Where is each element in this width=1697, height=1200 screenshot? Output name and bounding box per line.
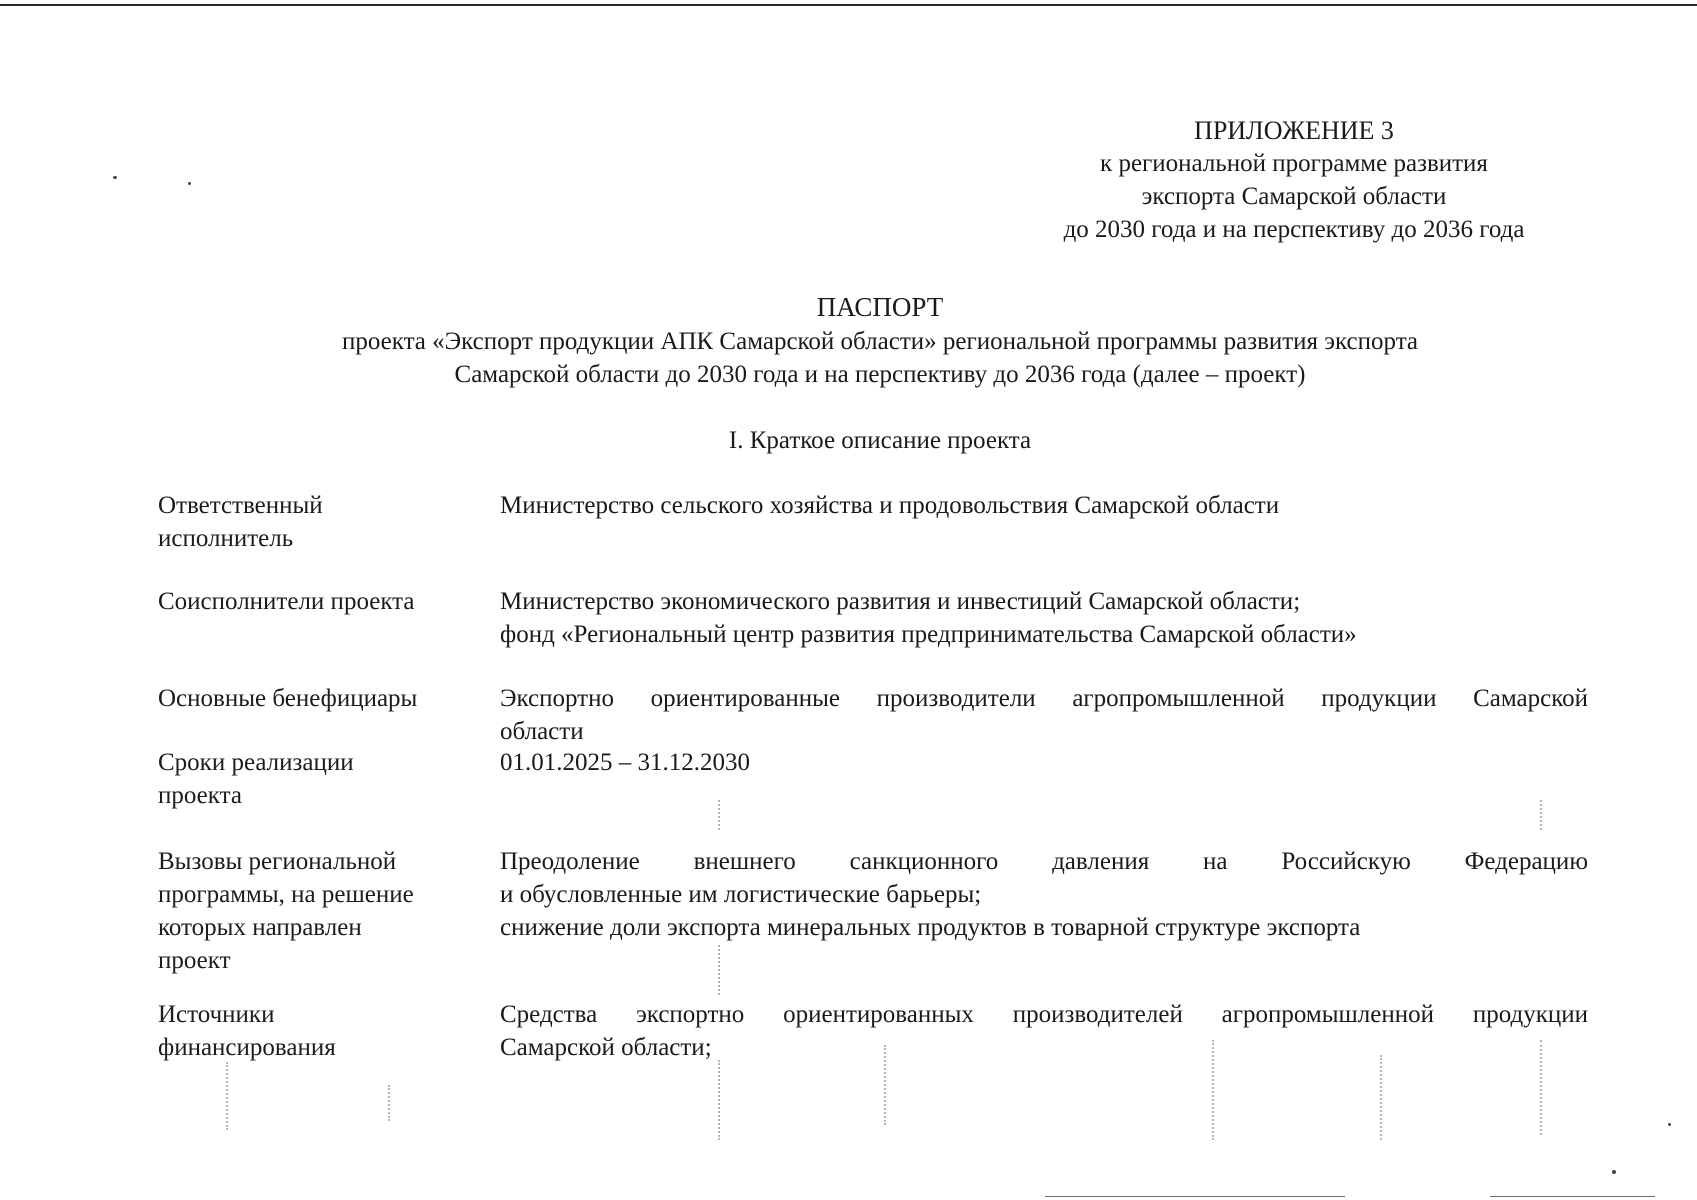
row-value-line: 01.01.2025 – 31.12.2030 [500,749,750,776]
scan-speck [1668,1123,1671,1126]
scan-artifact [884,1045,888,1125]
scan-artifact [718,1060,722,1140]
row-value [500,585,1588,651]
row-value-line: фонд «Региональный центр развития предпринимательства Самарской области» [500,621,1357,648]
row-label [158,845,478,977]
row-label [158,489,478,555]
passport-subtitle [240,325,1520,391]
row-label-line: которых направлен [158,914,362,941]
scan-speck [113,176,117,179]
section-title: I. Краткое описание проекта [728,427,1032,454]
row-label-line: программы, на решение [158,881,414,908]
appendix-line: к региональной программе развития [1100,150,1488,177]
row-value-line: Министерство сельского хозяйства и продовольствия Самарской области [500,492,1280,519]
row-value-line: Средства экспортно ориентированных производителей агропромышленной продукции [500,1001,1588,1028]
bottom-border-line [1490,1196,1655,1197]
appendix-line: экспорта Самарской области [1141,183,1447,210]
scan-artifact [1540,1040,1544,1135]
row-value-line: Министерство экономического развития и инвестиций Самарской области; [500,588,1301,615]
row-label-line: проект [158,947,231,974]
scan-artifact [1540,800,1544,830]
row-label-line: Сроки реализации [158,749,354,776]
top-border-line [0,4,1697,6]
row-label-line: финансирования [158,1034,336,1061]
row-value [500,998,1588,1064]
row-label-line: Вызовы региональной [158,848,397,875]
appendix-title: ПРИЛОЖЕНИЕ 3 [1194,116,1394,145]
scan-artifact [1380,1055,1384,1140]
scan-speck [1612,1170,1616,1174]
passport-subtitle-line: проекта «Экспорт продукции АПК Самарской области» региональной программы развития экспорта [341,328,1419,355]
scan-artifact [388,1085,392,1121]
scan-artifact [1212,1040,1216,1140]
row-label [158,585,478,618]
scan-artifact [226,1062,230,1130]
row-value-line: Преодоление внешнего санкционного давления на Российскую Федерацию [500,848,1588,875]
row-value [500,746,1588,779]
row-label-line: исполнитель [158,525,294,552]
passport-subtitle-line: Самарской области до 2030 года и на перспективу до 2036 года (далее – проект) [454,361,1306,388]
row-label-line: Соисполнители проекта [158,588,415,615]
scan-artifact [718,800,722,830]
scan-artifact [718,945,722,995]
row-value-line: Самарской области; [500,1034,712,1061]
passport-title: ПАСПОРТ [816,292,944,322]
row-value-line: снижение доли экспорта минеральных продуктов в товарной структуре экспорта [500,914,1361,941]
appendix-line: до 2030 года и на перспективу до 2036 года [1063,216,1525,243]
row-label-line: Источники [158,1001,275,1028]
row-value-line: области [500,718,584,745]
row-label-line: проекта [158,782,242,809]
row-value [500,489,1588,522]
appendix-header [984,114,1604,246]
row-value [500,682,1588,748]
row-label [158,682,478,715]
row-value-line: и обусловленные им логистические барьеры; [500,881,982,908]
row-value-line: Экспортно ориентированные производители агропромышленной продукции Самарской [500,685,1588,712]
row-label-line: Основные бенефициары [158,685,418,712]
bottom-border-line [1045,1196,1345,1197]
row-label-line: Ответственный [158,492,323,519]
row-value [500,845,1588,944]
row-label [158,746,478,812]
row-label [158,998,478,1064]
scan-speck [188,182,191,185]
